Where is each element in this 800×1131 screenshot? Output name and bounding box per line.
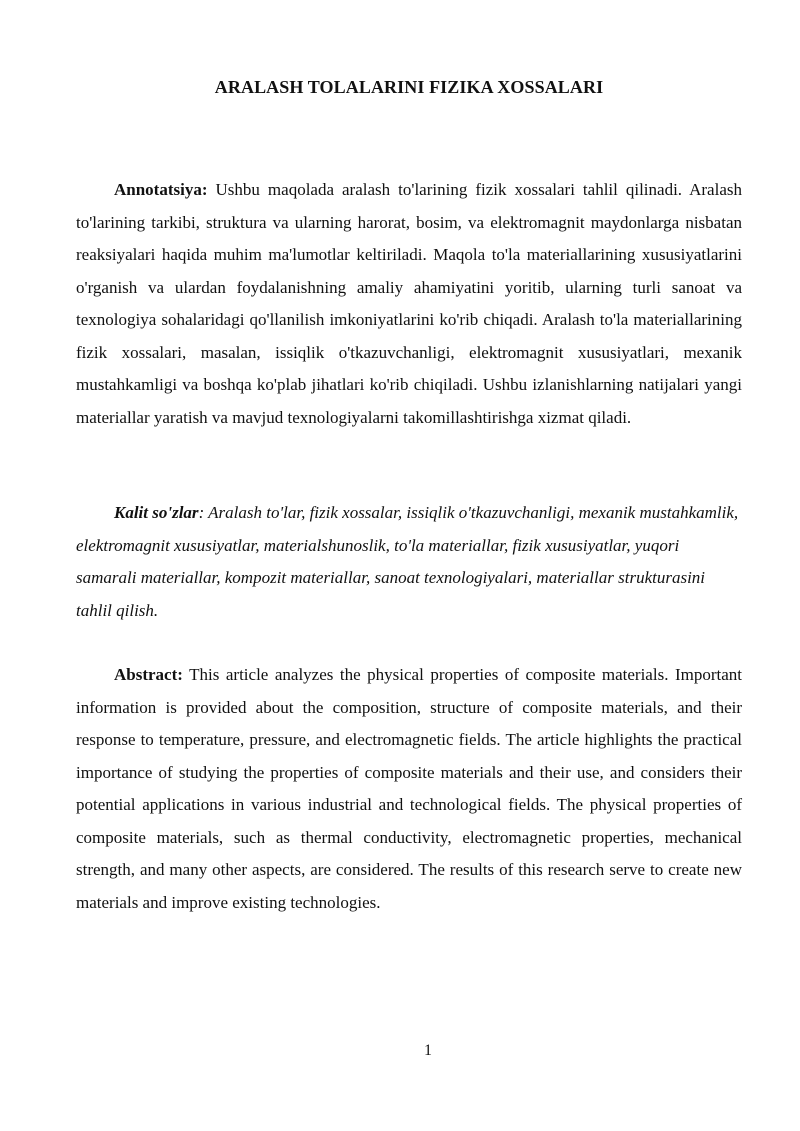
keywords-paragraph <box>76 497 742 627</box>
page-number: 1 <box>424 1042 432 1059</box>
annotation-paragraph <box>76 174 742 434</box>
keywords-text: : Aralash to'lar, fizik xossalar, issiqlik o'tkazuvchanligi, mexanik mustahkamlik, elektromagnit xususiyatlar, materialshunoslik, to'la materiallar, fizik xususiyatlar, yuqori samarali materiallar, kompozit materiallar, sanoat texnologiyalari, materiallar strukturasini tahlil qilish. <box>76 503 739 620</box>
abstract-paragraph <box>76 659 742 919</box>
keywords-label: Kalit so'zlar <box>114 503 199 522</box>
document-title: ARALASH TOLALARINI FIZIKA XOSSALARI <box>214 77 604 97</box>
annotation-label: Annotatsiya: <box>114 180 208 199</box>
annotation-text: Ushbu maqolada aralash to'larining fizik xossalari tahlil qilinadi. Aralash to'larining tarkibi, struktura va ularning harorat, bosim, va elektromagnit maydonlarga nisbatan reaksiyalari haqida muhim ma'lumotlar keltiriladi. Maqola to'la materiallarining xususiyatlarini o'rganish va ulardan foydalanishning amaliy ahamiyatini yoritib, ularning turli sanoat va texnologiya sohalaridagi qo'llanilish imkoniyatlarini ko'rib chiqadi. Aralash to'la materiallarining fizik xossalari, masalan, issiqlik o'tkazuvchanligi, elektromagnit xususiyatlari, mexanik mustahkamligi va boshqa ko'plab jihatlari ko'rib chiqiladi. Ushbu izlanishlarning natijalari yangi materiallar yaratish va mavjud texnologiyalarni takomillashtirishga xizmat qiladi. <box>76 180 742 427</box>
abstract-label: Abstract: <box>114 665 183 684</box>
abstract-text: This article analyzes the physical properties of composite materials. Important information is provided about the composition, structure of composite materials, and their response to temperature, pressure, and electromagnetic fields. The article highlights the practical importance of studying the properties of composite materials and their use, and considers their potential applications in various industrial and technological fields. The physical properties of composite materials, such as thermal conductivity, electromagnetic properties, mechanical strength, and many other aspects, are considered. The results of this research serve to create new materials and improve existing technologies. <box>76 665 742 912</box>
